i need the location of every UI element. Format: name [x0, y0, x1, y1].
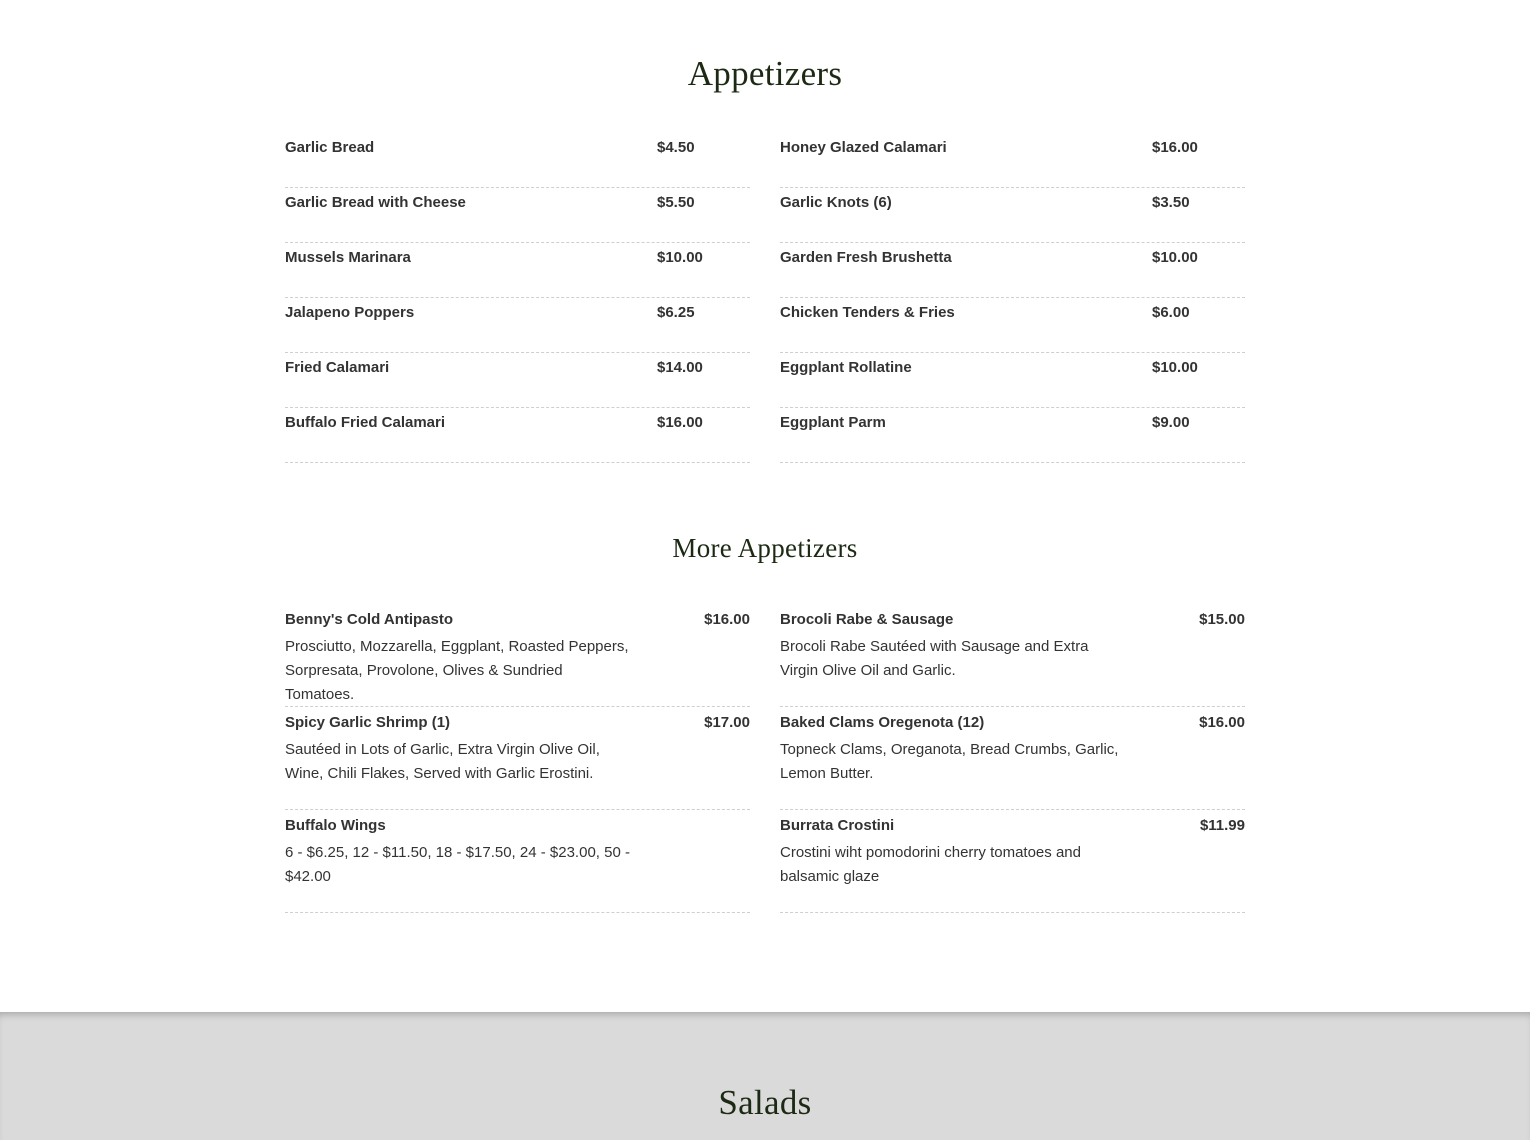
menu-item: [780, 298, 1245, 353]
menu-item-price: $3.50: [1152, 194, 1190, 211]
menu-item: [780, 408, 1245, 463]
menu-item-name: Eggplant Parm: [780, 414, 886, 431]
menu-item-price: $4.50: [657, 139, 695, 156]
menu-item-price: $16.00: [704, 611, 750, 628]
menu-item: [780, 353, 1245, 408]
appetizers-heading: Appetizers: [687, 54, 843, 93]
menu-item: [285, 298, 750, 353]
menu-item-description: Topneck Clams, Oreganota, Bread Crumbs, Garlic, Lemon Butter.: [780, 741, 1119, 782]
menu-item-price: $17.00: [704, 714, 750, 731]
menu-item: [285, 810, 750, 913]
menu-item-name: Garlic Bread: [285, 139, 375, 156]
menu-item: [285, 133, 750, 188]
menu-item-price: $16.00: [657, 414, 703, 431]
menu-item-description: 6 - $6.25, 12 - $11.50, 18 - $17.50, 24 - $23.00, 50 - $42.00: [285, 844, 630, 885]
menu-item-name: Chicken Tenders & Fries: [780, 304, 955, 321]
menu-item: [285, 707, 750, 810]
menu-item-name: Baked Clams Oregenota (12): [780, 714, 985, 731]
appetizers-right-column: [780, 133, 1245, 463]
menu-item-price: $6.00: [1152, 304, 1190, 321]
menu-item-description: Prosciutto, Mozzarella, Eggplant, Roasted Peppers, Sorpresata, Provolone, Olives & Sundried Tomatoes.: [285, 638, 629, 703]
menu-item: [780, 243, 1245, 298]
more-appetizers-left-column: [285, 604, 750, 913]
appetizers-left-column: [285, 133, 750, 463]
menu-item: [285, 408, 750, 463]
menu-item: [285, 353, 750, 408]
menu-item-name: Eggplant Rollatine: [780, 359, 912, 376]
menu-item-price: $15.00: [1199, 611, 1245, 628]
menu-item-price: $5.50: [657, 194, 695, 211]
menu-item: [780, 133, 1245, 188]
menu-item-name: Mussels Marinara: [285, 249, 411, 266]
menu-item-name: Buffalo Wings: [285, 817, 386, 834]
menu-item-description: Sautéed in Lots of Garlic, Extra Virgin Olive Oil, Wine, Chili Flakes, Served with Garlic Erostini.: [285, 741, 600, 782]
menu-item-name: Garlic Knots (6): [780, 194, 892, 211]
menu-item: [285, 243, 750, 298]
salads-heading: Salads: [718, 1083, 812, 1122]
menu-item-name: Spicy Garlic Shrimp (1): [285, 714, 451, 731]
menu-item-price: $10.00: [1152, 249, 1198, 266]
more-appetizers-heading: More Appetizers: [672, 533, 858, 563]
menu-item: [780, 707, 1245, 810]
menu-item: [780, 604, 1245, 707]
menu-item: [285, 604, 750, 707]
more-appetizers-right-column: [780, 604, 1245, 913]
menu-item-name: Garlic Bread with Cheese: [285, 194, 466, 211]
salads-section: [0, 1012, 1530, 1140]
more-appetizers-menu: [285, 604, 1245, 914]
menu-item: [780, 810, 1245, 913]
menu-item-name: Benny's Cold Antipasto: [285, 611, 454, 628]
menu-item-name: Honey Glazed Calamari: [780, 139, 947, 156]
appetizers-menu: [285, 133, 1245, 463]
menu-item: [285, 188, 750, 243]
menu-item-price: $14.00: [657, 359, 703, 376]
menu-item: [780, 188, 1245, 243]
menu-item-price: $16.00: [1199, 714, 1245, 731]
menu-item-price: $10.00: [1152, 359, 1198, 376]
menu-item-name: Buffalo Fried Calamari: [285, 414, 446, 431]
menu-item-name: Fried Calamari: [285, 359, 390, 376]
menu-item-name: Brocoli Rabe & Sausage: [780, 611, 954, 628]
menu-item-name: Jalapeno Poppers: [285, 304, 415, 321]
menu-item-price: $9.00: [1152, 414, 1190, 431]
menu-item-price: $11.99: [1199, 817, 1245, 834]
menu-item-description: Brocoli Rabe Sautéed with Sausage and Extra Virgin Olive Oil and Garlic.: [780, 638, 1089, 679]
menu-item-price: $6.25: [657, 304, 695, 321]
menu-item-description: Crostini wiht pomodorini cherry tomatoes and balsamic glaze: [780, 844, 1081, 885]
menu-item-name: Burrata Crostini: [780, 817, 895, 834]
menu-item-price: $16.00: [1152, 139, 1198, 156]
menu-item-name: Garden Fresh Brushetta: [780, 249, 952, 266]
menu-item-price: $10.00: [657, 249, 703, 266]
